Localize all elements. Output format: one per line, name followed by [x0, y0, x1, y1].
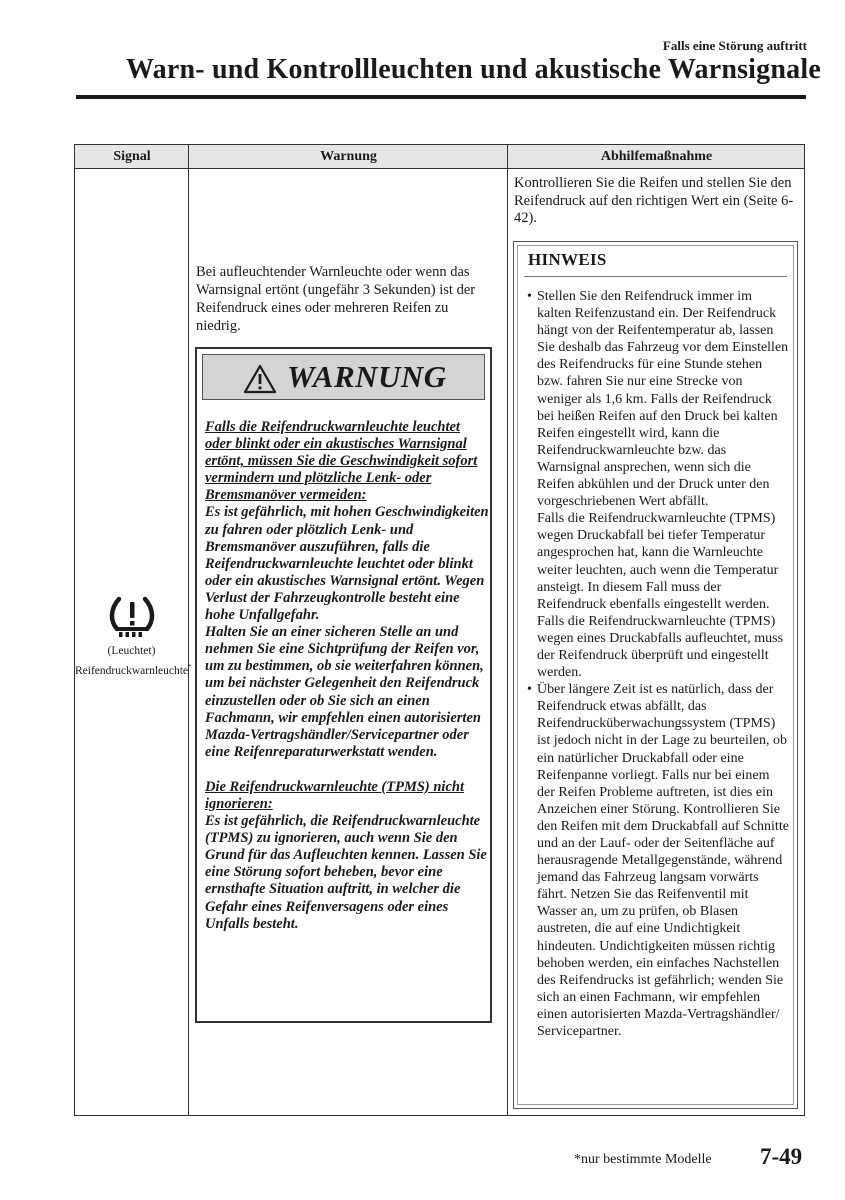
list-item	[527, 681, 789, 1040]
warning-paragraph: Es ist gefährlich, die Reifendruckwarnleuchte (TPMS) zu ignorieren, auch wenn Sie den Grund für das Aufleuchten kennen. Lassen Sie eine Störung sofort beheben, bevor eine ernsthafte Situation auftritt, in welcher die Gefahr eines Reifenversagens oder eines Unfalls besteht.	[205, 813, 487, 932]
hinweis-title: HINWEIS	[528, 250, 607, 269]
list-item	[527, 288, 789, 681]
hinweis-rule	[524, 276, 787, 277]
hinweis-paragraph: Stellen Sie den Reifendruck immer im kalten Reifenzustand ein. Der Reifendruck hängt von der Reifentemperatur ab, lassen Sie deshalb das Fahrzeug vor dem Einstellen des Reifendrucks für eine Stunde stehen bzw. fahren Sie nur eine Strecke von weniger als 1,6 km. Falls der Reifendruck bei heißen Reifen auf den Druck bei kalten Reifen eingestellt wird, kann die Reifendruckwarnleuchte bzw. das Warnsignal ansprechen, wenn sich die Reifen abkühlen und der Druck unter den vorgeschriebenen Wert abfällt.	[537, 289, 789, 510]
page-number: 7-49	[760, 1144, 803, 1169]
column-header-warning: Warnung	[320, 149, 377, 164]
signal-state: (Leuchtet)	[107, 645, 156, 657]
section-label: Falls eine Störung auftritt	[662, 38, 807, 53]
column-divider	[188, 145, 189, 1115]
bullet: •	[527, 289, 532, 304]
warning-heading: Die Reifendruckwarnleuchte (TPMS) nicht ignorieren:	[205, 778, 464, 812]
warning-paragraph: Es ist gefährlich, mit hohen Geschwindigkeiten zu fahren oder plötzlich Lenk- und Bremsmanöver auszuführen, falls die Reifendruckwarnleuchte leuchtet oder blinkt oder ein akustisches Warnsignal ertönt. Wegen Verlust der Fahrzeugkontrolle besteht eine hohe Unfallgefahr.	[205, 504, 489, 624]
warning-box-header	[202, 354, 485, 400]
warning-table	[74, 144, 805, 1116]
warning-box	[195, 347, 492, 1023]
column-divider	[507, 145, 508, 1115]
remedy-intro: Kontrollieren Sie die Reifen und stellen Sie den Reifendruck auf den richtigen Wert ein (Seite 6-42).	[514, 175, 794, 226]
hinweis-paragraph: Über längere Zeit ist es natürlich, dass der Reifendruck etwas abfällt, das Reifendrucküberwachungssystem (TPMS) ist jedoch nicht in der Lage zu beurteilen, ob ein natürlicher Druckabfall oder eine Reifenpanne vorliegt. Falls nur bei einem der Reifen Probleme auftreten, ist dies ein Anzeichen einer Störung. Kontrollieren Sie den Reifen mit dem Druckabfall auf Schnitte und an der Lauf- oder der Seitenfläche auf herausragende Metallgegenstände, während jemand das Fahrzeug langsam vorwärts fährt. Netzen Sie das Reifenventil mit Wasser an, um zu prüfen, ob Blasen austreten, die auf eine Undichtigkeit hindeuten. Undichtigkeiten müssen richtig behoben werden, ein einfaches Nachstellen des Reifendrucks ist gefährlich; wenden Sie sich an einen Fachmann, wir empfehlen einen autorisierten Mazda-Vertragshändler/ Servicepartner.	[537, 682, 789, 1040]
hinweis-body	[527, 288, 789, 1040]
signal-caption	[75, 643, 192, 679]
warning-triangle-icon	[243, 364, 277, 394]
tire-pressure-warning-icon	[107, 595, 157, 639]
title-rule	[76, 95, 806, 99]
warning-paragraph: Halten Sie an einer sicheren Stelle an und nehmen Sie eine Sichtprüfung der Reifen vor, um zu bestimmen, ob sie weiterfahren können, um bei nächster Gelegenheit den Reifendruck einzustellen oder ob Sie sich an einen Fachmann, wir empfehlen einen autorisierten Mazda-Vertragshändler/Servicepartner oder eine Reifenreparaturwerkstatt wenden.	[205, 624, 484, 760]
column-header-signal: Signal	[113, 149, 151, 164]
column-header-remedy: Abhilfemaßnahme	[600, 149, 713, 164]
footnote-mark: *	[188, 663, 192, 671]
signal-cell	[75, 595, 192, 679]
footnote: *nur bestimmte Modelle	[574, 1152, 712, 1167]
warning-box-title: WARNUNG	[287, 359, 447, 394]
warning-box-body	[205, 419, 490, 933]
warning-intro: Bei aufleuchtender Warnleuchte oder wenn das Warnsignal ertönt (ungefähr 3 Sekunden) ist der Reifendruck eines oder mehreren Reifen zu niedrig.	[196, 264, 476, 334]
hinweis-paragraph: Falls die Reifendruckwarnleuchte (TPMS) wegen Druckabfall bei tiefer Temperatur angesprochen hat, kann die Warnleuchte weiter leuchten, auch wenn die Temperatur ansteigt. In diesem Fall muss der Reifendruck ebenfalls eingestellt werden. Falls die Reifendruckwarnleuchte (TPMS) wegen eines Druckabfalls aufleuchtet, muss der Reifendruck überprüft und eingestellt werden.	[537, 511, 784, 681]
warning-heading: Falls die Reifendruckwarnleuchte leuchtet oder blinkt oder ein akustisches Warnsignal ertönt, müssen Sie die Geschwindigkeit sofort vermindern und plötzliche Lenk- oder Bremsmanöver vermeiden:	[205, 419, 478, 504]
bullet: •	[527, 682, 532, 698]
table-header	[75, 145, 804, 169]
page-title: Warn- und Kontrollleuchten und akustische Warnsignale	[126, 54, 821, 85]
signal-name: Reifendruckwarnleuchte	[75, 664, 189, 677]
hinweis-box	[513, 241, 798, 1109]
